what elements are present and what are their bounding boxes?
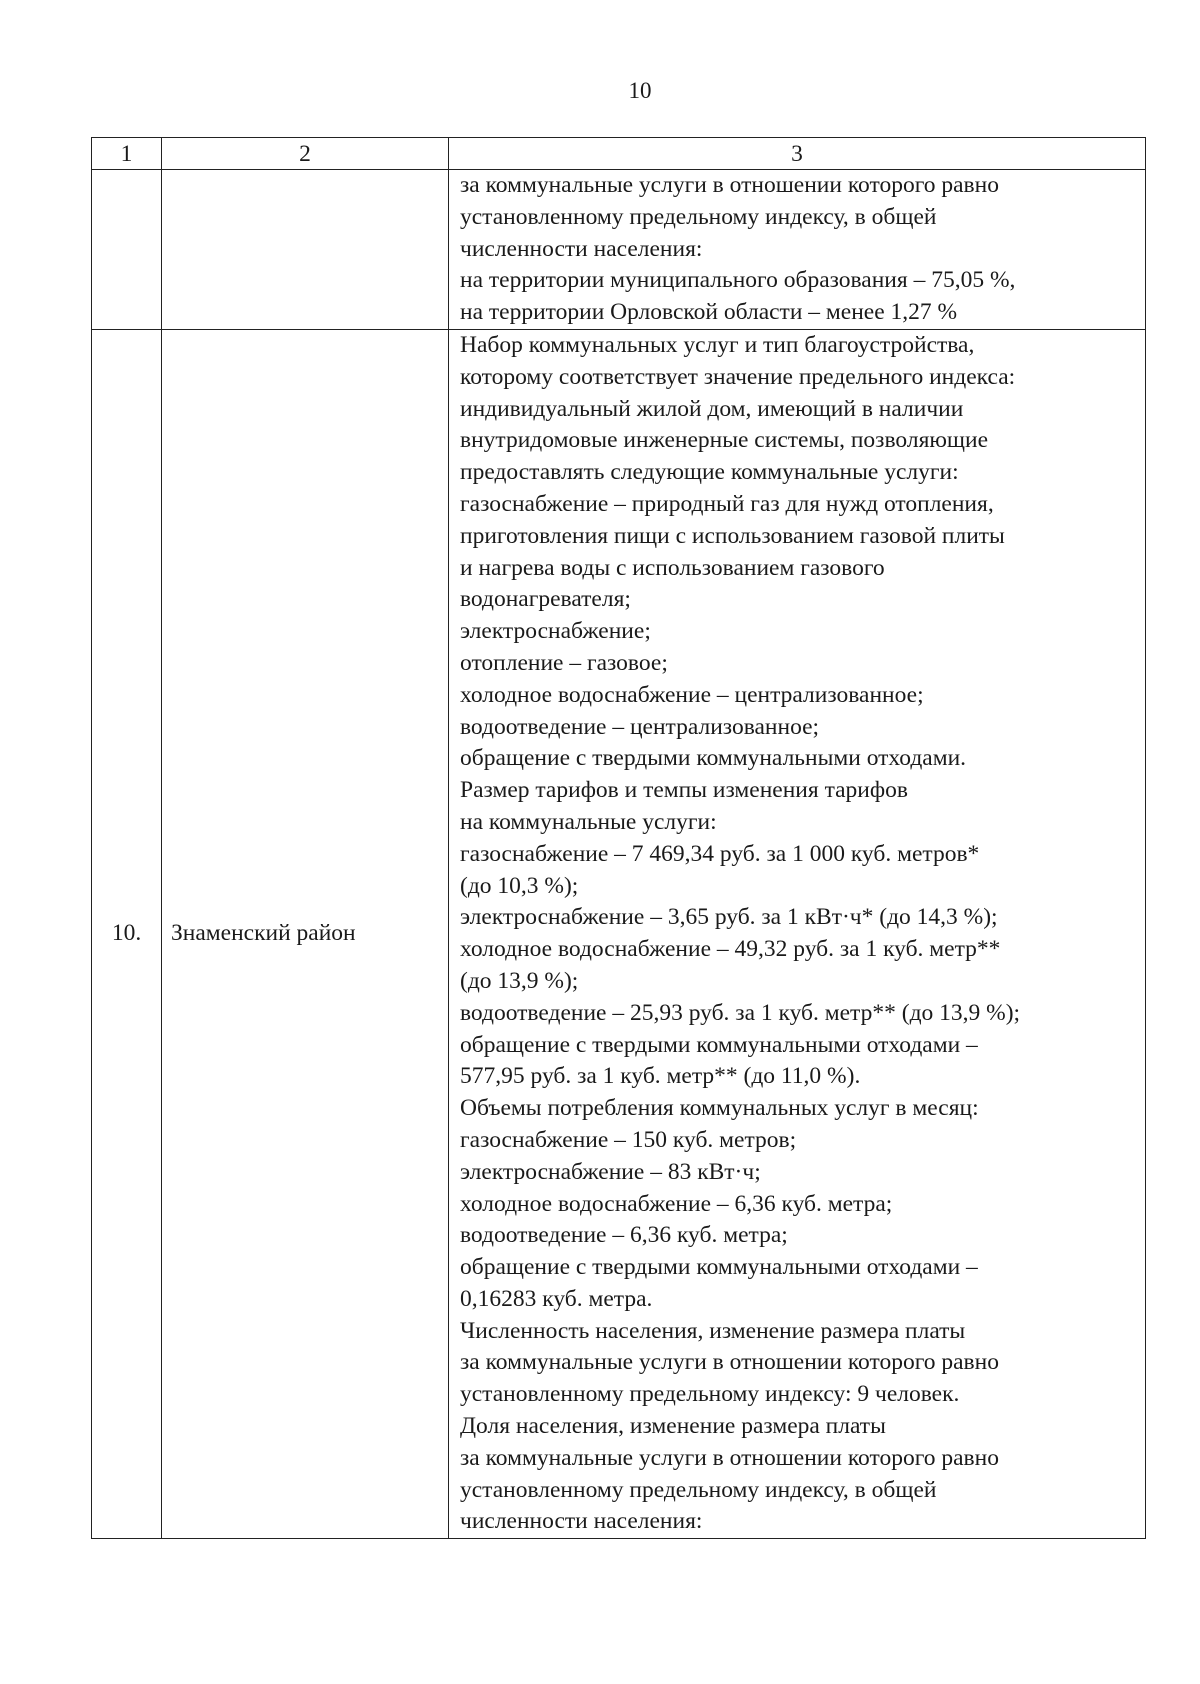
text-line: (до 13,9 %); bbox=[460, 967, 579, 994]
text-line: электроснабжение – 3,65 руб. за 1 кВт·ч* (до 14,3 %); bbox=[460, 904, 998, 931]
text-line: за коммунальные услуги в отношении которого равно bbox=[460, 172, 999, 198]
text-line: (до 10,3 %); bbox=[460, 872, 579, 899]
text-line: газоснабжение – 7 469,34 руб. за 1 000 куб. метров* bbox=[460, 840, 980, 867]
header-col-2: 2 bbox=[162, 138, 449, 170]
district-name: Знаменский район bbox=[162, 329, 449, 1538]
text-line: Численность населения, изменение размера платы bbox=[460, 1317, 966, 1344]
text-line: 577,95 руб. за 1 куб. метр** (до 11,0 %). bbox=[460, 1063, 861, 1090]
text-line: за коммунальные услуги в отношении которого равно bbox=[460, 1444, 999, 1471]
table-row bbox=[92, 170, 1146, 330]
text-line: численности населения: bbox=[460, 235, 703, 262]
text-line: водонагревателя; bbox=[460, 586, 631, 613]
table-header-row bbox=[92, 138, 1146, 170]
text-line: установленному предельному индексу, в общей bbox=[460, 1476, 937, 1503]
text-line: внутридомовые инженерные системы, позволяющие bbox=[460, 427, 989, 454]
text-line: за коммунальные услуги в отношении которого равно bbox=[460, 1349, 999, 1376]
text-line: водоотведение – централизованное; bbox=[460, 713, 820, 740]
text-line: на коммунальные услуги: bbox=[460, 808, 717, 835]
text-line: Доля населения, изменение размера платы bbox=[460, 1413, 886, 1440]
text-line: Набор коммунальных услуг и тип благоустройства, bbox=[460, 331, 975, 358]
row-number bbox=[92, 170, 162, 330]
text-line: предоставлять следующие коммунальные услуги: bbox=[460, 459, 959, 486]
row-details bbox=[449, 170, 1146, 330]
text-line: индивидуальный жилой дом, имеющий в наличии bbox=[460, 395, 964, 422]
text-line: численности населения: bbox=[460, 1508, 703, 1535]
text-line: газоснабжение – природный газ для нужд отопления, bbox=[460, 490, 994, 517]
row-number: 10. bbox=[92, 329, 162, 1538]
text-line: холодное водоснабжение – 49,32 руб. за 1 куб. метр** bbox=[460, 936, 1001, 963]
row-details bbox=[449, 329, 1146, 1538]
text-line: отопление – газовое; bbox=[460, 649, 668, 676]
text-line: обращение с твердыми коммунальными отходами – bbox=[460, 1031, 978, 1058]
text-line: на территории муниципального образования – 75,05 %, bbox=[460, 267, 1016, 294]
district-name bbox=[162, 170, 449, 330]
text-line: установленному предельному индексу: 9 человек. bbox=[460, 1381, 960, 1408]
text-line: 0,16283 куб. метра. bbox=[460, 1285, 653, 1312]
table-row bbox=[92, 329, 1146, 1538]
page-number: 10 bbox=[628, 78, 652, 103]
text-line: и нагрева воды с использованием газового bbox=[460, 554, 885, 581]
text-line: на территории Орловской области – менее 1,27 % bbox=[460, 299, 958, 326]
text-line: газоснабжение – 150 куб. метров; bbox=[460, 1126, 797, 1153]
header-col-3: 3 bbox=[449, 138, 1146, 170]
text-line: водоотведение – 25,93 руб. за 1 куб. метр** (до 13,9 %); bbox=[460, 999, 1021, 1026]
text-line: холодное водоснабжение – централизованное; bbox=[460, 681, 924, 708]
text-line: водоотведение – 6,36 куб. метра; bbox=[460, 1222, 788, 1249]
text-line: электроснабжение – 83 кВт·ч; bbox=[460, 1158, 761, 1185]
tariff-table bbox=[91, 137, 1146, 1539]
text-line: установленному предельному индексу, в общей bbox=[460, 203, 937, 230]
text-line: Размер тарифов и темпы изменения тарифов bbox=[460, 777, 908, 804]
text-line: обращение с твердыми коммунальными отходами. bbox=[460, 745, 967, 772]
header-col-1: 1 bbox=[92, 138, 162, 170]
text-line: обращение с твердыми коммунальными отходами – bbox=[460, 1254, 978, 1281]
text-line: которому соответствует значение предельного индекса: bbox=[460, 363, 1016, 390]
text-line: Объемы потребления коммунальных услуг в месяц: bbox=[460, 1095, 979, 1122]
text-line: холодное водоснабжение – 6,36 куб. метра; bbox=[460, 1190, 893, 1217]
text-line: приготовления пищи с использованием газовой плиты bbox=[460, 522, 1005, 549]
text-line: электроснабжение; bbox=[460, 618, 651, 645]
